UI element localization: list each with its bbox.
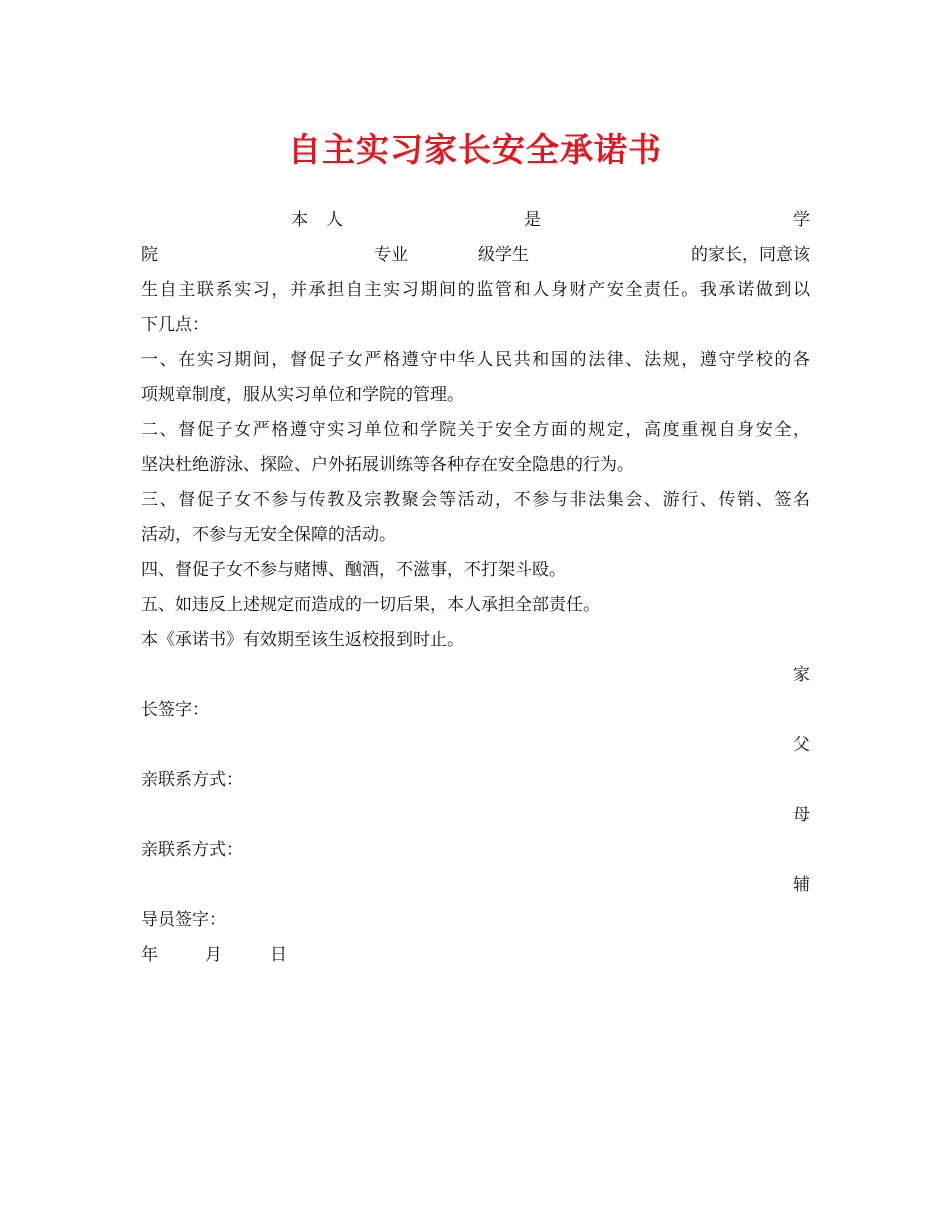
intro-line-1 — [141, 203, 810, 238]
validity-text: 本《承诺书》有效期至该生返校报到时止。 — [141, 630, 464, 650]
date-month-label: 月 — [205, 945, 222, 965]
counselor-signature-line-1 — [141, 868, 810, 903]
parent-signature-line-1 — [141, 658, 810, 693]
signature-label: 辅 — [793, 875, 810, 895]
list-item-3 — [141, 483, 810, 518]
date-day-label: 日 — [270, 945, 287, 965]
list-item-1-cont — [141, 378, 810, 413]
father-contact-label: 亲联系方式： — [141, 770, 243, 790]
intro-line-4 — [141, 308, 810, 343]
intro-text: 的家长，同意该 — [691, 245, 810, 265]
list-item-5 — [141, 588, 810, 623]
intro-text: 生自主联系实习，并承担自主实习期间的监管和人身财产安全责任。我承诺做到以 — [141, 280, 810, 300]
parent-signature-label: 长签字： — [141, 700, 209, 720]
intro-text: 人 — [326, 210, 343, 230]
mother-contact-label: 亲联系方式： — [141, 840, 243, 860]
intro-text: 专业 — [374, 245, 408, 265]
validity-statement — [141, 623, 810, 658]
list-item-text: 坚决杜绝游泳、探险、户外拓展训练等各种存在安全隐患的行为。 — [141, 455, 634, 475]
intro-text: 下几点： — [141, 315, 209, 335]
list-item-text: 二、督促子女严格遵守实习单位和学院关于安全方面的规定，高度重视自身安全， — [141, 420, 810, 440]
list-item-text: 三、督促子女不参与传教及宗教聚会等活动，不参与非法集会、游行、传销、签名 — [141, 490, 810, 510]
document-title: 自主实习家长安全承诺书 — [288, 130, 662, 169]
signature-label: 家 — [793, 665, 810, 685]
father-contact-line-1 — [141, 728, 810, 763]
date-line — [141, 938, 810, 973]
father-contact-line-2 — [141, 763, 810, 798]
intro-text: 本 — [291, 210, 308, 230]
intro-text: 院 — [141, 245, 158, 265]
intro-text: 级学生 — [478, 245, 529, 265]
list-item-text: 项规章制度，服从实习单位和学院的管理。 — [141, 385, 464, 405]
list-item-1 — [141, 343, 810, 378]
list-item-text: 一、在实习期间，督促子女严格遵守中华人民共和国的法律、法规，遵守学校的各 — [141, 350, 810, 370]
intro-line-2 — [141, 238, 810, 273]
parent-signature-line-2 — [141, 693, 810, 728]
counselor-signature-label: 导员签字： — [141, 910, 226, 930]
list-item-text: 五、如违反上述规定而造成的一切后果，本人承担全部责任。 — [141, 595, 600, 615]
document-body — [141, 203, 810, 973]
mother-contact-line-1 — [141, 798, 810, 833]
intro-text: 学 — [793, 210, 810, 230]
signature-label: 父 — [793, 735, 810, 755]
date-year-label: 年 — [141, 945, 158, 965]
counselor-signature-line-2 — [141, 903, 810, 938]
list-item-3-cont — [141, 518, 810, 553]
mother-contact-line-2 — [141, 833, 810, 868]
signature-label: 母 — [793, 805, 810, 825]
intro-line-3 — [141, 273, 810, 308]
list-item-text: 四、督促子女不参与赌博、酗酒，不滋事，不打架斗殴。 — [141, 560, 566, 580]
list-item-4 — [141, 553, 810, 588]
intro-text: 是 — [524, 210, 541, 230]
list-item-2 — [141, 413, 810, 448]
list-item-text: 活动，不参与无安全保障的活动。 — [141, 525, 396, 545]
list-item-2-cont — [141, 448, 810, 483]
